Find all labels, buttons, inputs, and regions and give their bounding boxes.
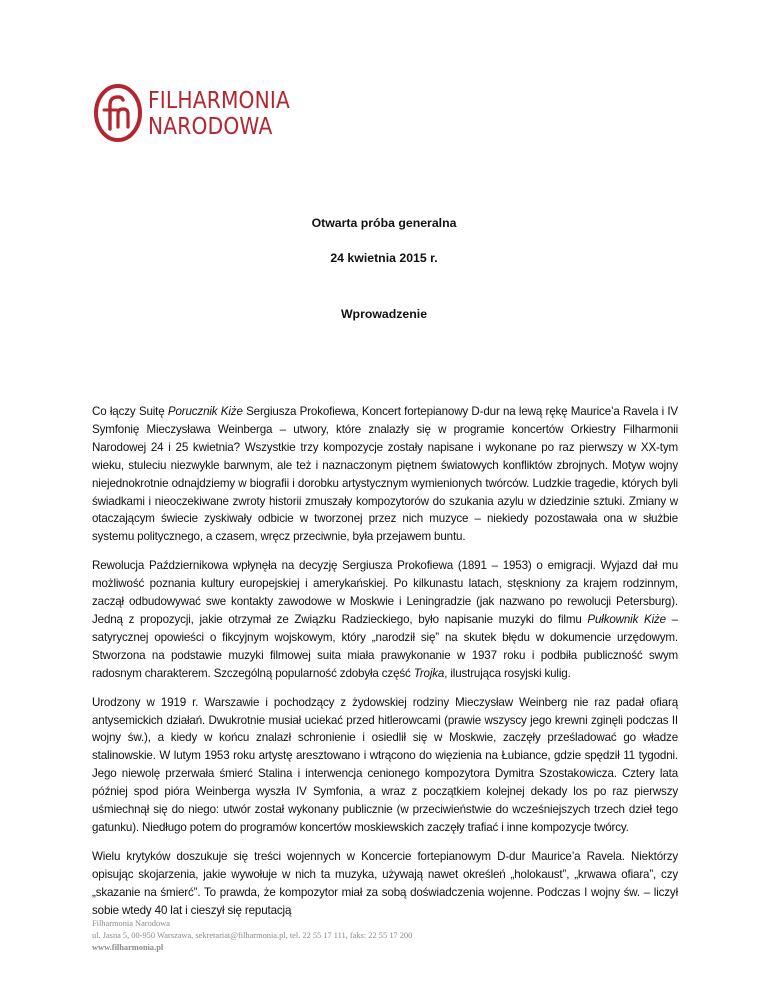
text-run: Urodzony w 1919 r. Warszawie i pochodzący z żydowskiej rodziny Mieczysław Weinberg nie raz padał ofiarą antysemickich działań. Dwukrotnie musiał uciekać przed hitlerowcami (prawie wszyscy jego krewni zginęli podczas II wojny św.), a kiedy w końcu znalazł schronienie i osiedlił się w Moskwie, zaczęły prześladować go władze stalinowskie. W lutym 1953 roku artystę aresztowano i wtrącono do więzienia na Łubiance, gdzie spędził 11 tygodni. Jego niewolę przerwała śmierć Stalina i interwencja cenionego kompozytora Dymitra Szostakowicza. Cztery lata później spod pióra Weinberga wyszła IV Symfonia, a wraz z początkiem kolejnej dekady los po raz pierwszy uśmiechnął się do niego: utwór został wykonany publicznie (w przeciwieństwie do wcześniejszych trzech dzieł tego gatunku). Niedługo potem do programów koncertów moskiewskich zaczęły trafiać i inne kompozycje twórcy. [92, 695, 678, 834]
paragraph [92, 694, 678, 837]
fn-monogram-logo-icon [92, 83, 144, 143]
text-run: Sergiusza Prokofiewa, Koncert fortepianowy D-dur na lewą rękę Maurice’a Ravela i IV Symfonię Mieczysława Weinberga – utwory, które znalazły się w programie koncertów Orkiestry Filharmonii Narodowej 24 i 25 kwietnia? Wszystkie trzy kompozycje zostały napisane i wykonane po raz pierwszy w XX-tym wieku, stuleciu niezwykle barwnym, ale też i naznaczonym piętnem światowych konfliktów zbrojnych. Motyw wojny niejednokrotnie odnajdziemy w biografii i dorobku artystycznym wymienionych twórców. Ludzkie tragedie, których byli świadkami i nieoczekiwane zwroty historii zmuszały kompozytorów do szukania azylu w dziedzinie sztuki. Zmiany w otaczającym świecie zyskiwały odbicie w tworzonej przez nich muzyce – niekiedy pozostawała ona w służbie systemu politycznego, a czasem, wręcz przeciwnie, była przejawem buntu. [92, 405, 678, 544]
work-title: Trojka [413, 666, 445, 680]
brand-line-2: NARODOWA [148, 112, 273, 140]
document-date: 24 kwietnia 2015 r. [330, 251, 438, 265]
brand-name [148, 87, 290, 139]
footer-address: ul. Jasna 5, 00-950 Warszawa, sekretariat@filharmonia.pl, tel. 22 55 17 111, faks: 22 55 17 200 [92, 930, 413, 940]
text-run: Wielu krytyków doszukuje się treści wojennych w Koncercie fortepianowym D-dur Maurice’a Ravela. Niektórzy opisując skojarzenia, jakie wywołuje w nich ta muzyka, używają nawet określeń „holokaust”, „krwawa ofiara”, czy „skazanie na śmierć”. To prawda, że kompozytor miał za sobą doświadczenia wojenne. Podczas I wojny św. – liczył sobie wtedy 40 lat i cieszył się reputacją [92, 849, 678, 917]
work-title: Pułkownik Kiże [587, 612, 666, 626]
footer-org: Filharmonia Narodowa [92, 919, 170, 928]
work-title: Porucznik Kiże [167, 405, 243, 418]
paragraph [92, 848, 678, 920]
footer [92, 918, 412, 953]
section-heading: Wprowadzenie [340, 307, 428, 321]
document-title: Otwarta próba generalna [311, 216, 457, 230]
text-run: – satyrycznej opowieści o fikcyjnym wojskowym, który „narodził się” na skutek błędu w dokumencie urzędowym. Stworzona na podstawie muzyki filmowej suita miała prawykonanie w 1937 roku i podbiła publiczność swym radosnym charakterem. Szczególną popularność zdobyła część [92, 612, 678, 680]
text-run: , ilustrująca rosyjski kulig. [444, 666, 571, 680]
brand-logo [92, 82, 313, 144]
body-text [92, 403, 678, 930]
footer-website: www.filharmonia.pl [92, 942, 164, 952]
text-run: Co łączy Suitę [92, 405, 168, 418]
paragraph [92, 557, 678, 682]
text-run: Rewolucja Październikowa wpłynęła na decyzję Sergiusza Prokofiewa (1891 – 1953) o emigracji. Wyjazd dał mu możliwość poznania kultury europejskiej i amerykańskiej. Po kilkunastu latach, stęskniony za krajem rodzinnym, zaczął odbudowywać swe kontakty zawodowe w Moskwie i Leningradzie (jak nazwano po rewolucji Petersburg). Jedną z propozycji, jakie otrzymał ze Związku Radzieckiego, było napisanie muzyki do filmu [92, 559, 678, 626]
paragraph [92, 403, 678, 546]
brand-line-1: FILHARMONIA [148, 86, 291, 114]
